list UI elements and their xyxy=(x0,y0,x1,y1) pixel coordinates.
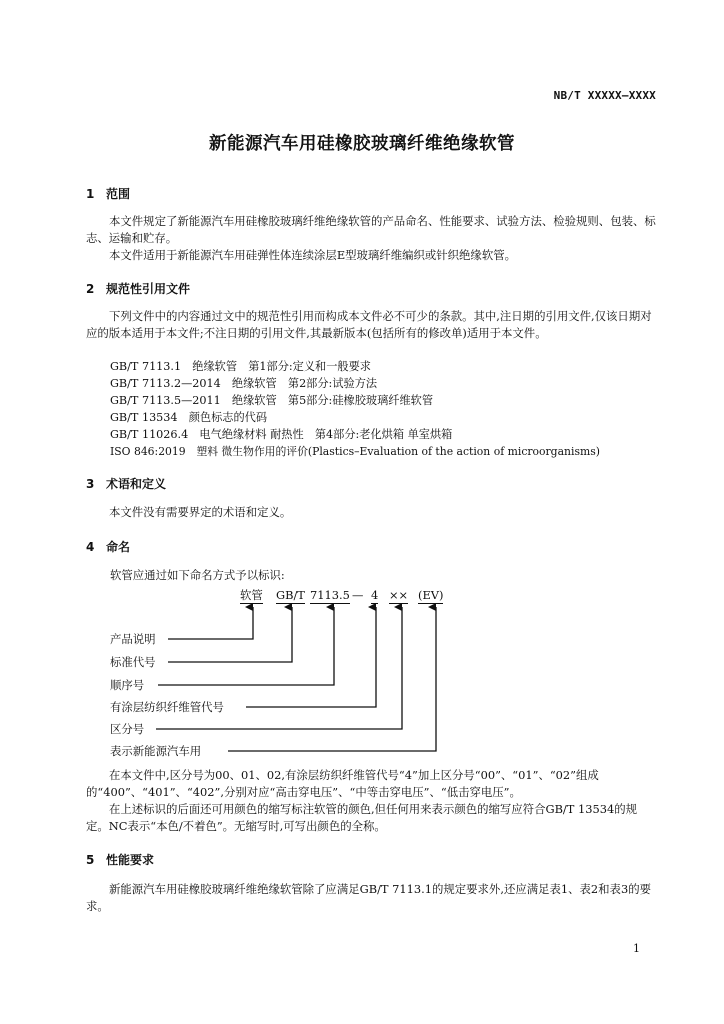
designation-part-sequence: 7113.5 xyxy=(310,588,350,602)
section-title: 术语和定义 xyxy=(106,477,167,491)
naming-intro: 软管应通过如下命名方式予以标识: xyxy=(110,568,285,582)
label-sequence-number: 顺序号 xyxy=(110,678,145,692)
section-number: 5 xyxy=(86,853,95,867)
label-new-energy-vehicle: 表示新能源汽车用 xyxy=(110,744,202,758)
label-product-description: 产品说明 xyxy=(110,632,156,646)
reference-item: GB/T 7113.1 绝缘软管 第1部分:定义和一般要求 xyxy=(110,360,371,373)
designation-part-ev: (EV) xyxy=(418,588,444,602)
performance-paragraph: 新能源汽车用硅橡胶玻璃纤维绝缘软管除了应满足GB/T 7113.1的规定要求外,还应满足表1、表2和表3的要求。 xyxy=(86,882,651,913)
designation-part-dash: — xyxy=(352,588,364,602)
designation-part-coated-code: 4 xyxy=(371,588,379,602)
section-title: 规范性引用文件 xyxy=(106,282,191,296)
scope-paragraph-1: 本文件规定了新能源汽车用硅橡胶玻璃纤维绝缘软管的产品命名、性能要求、试验方法、检验规则、包装、标志、运输和贮存。 xyxy=(86,214,656,245)
designation-part-class-number: ×× xyxy=(389,588,409,602)
connector-line-class-number xyxy=(156,607,402,729)
label-standard-code: 标准代号 xyxy=(110,655,156,669)
designation-part-standard: GB/T xyxy=(276,588,305,602)
scope-paragraph-2: 本文件适用于新能源汽车用硅弹性体连续涂层E型玻璃纤维编织或针织绝缘软管。 xyxy=(109,248,516,262)
page-number: 1 xyxy=(633,942,640,955)
label-class-number: 区分号 xyxy=(110,722,145,736)
connector-line-standard xyxy=(168,607,292,662)
document-code: NB/T XXXXX—XXXX xyxy=(553,89,656,102)
normative-intro-paragraph: 下列文件中的内容通过文中的规范性引用而构成本文件必不可少的条款。其中,注日期的引用文件,仅该日期对应的版本适用于本文件;不注日期的引用文件,其最新版本(包括所有的修改单)适用于本文件。 xyxy=(86,309,652,340)
section-title: 范围 xyxy=(106,187,131,201)
connector-line-sequence xyxy=(158,607,334,685)
terms-paragraph: 本文件没有需要界定的术语和定义。 xyxy=(109,505,292,519)
reference-item: ISO 846:2019 塑料 微生物作用的评价(Plastics–Evaluation of the action of microorganisms) xyxy=(110,445,600,458)
connector-line-product xyxy=(168,607,253,639)
naming-paragraph-1: 在本文件中,区分号为00、01、02,有涂层纺织纤维管代号“4”加上区分号“00”、“01”、“02”组成的“400”、“401”、“402”,分别对应“高击穿电压”、“中等击穿电压”、“低击穿电压”。 xyxy=(86,768,599,799)
designation-part-product: 软管 xyxy=(240,588,263,602)
reference-item: GB/T 13534 颜色标志的代码 xyxy=(110,411,268,424)
document-title: 新能源汽车用硅橡胶玻璃纤维绝缘软管 xyxy=(209,134,515,154)
label-coated-sleeving-code: 有涂层纺织纤维管代号 xyxy=(110,700,224,714)
connector-line-coated-code xyxy=(246,607,376,707)
reference-item: GB/T 7113.5—2011 绝缘软管 第5部分:硅橡胶玻璃纤维软管 xyxy=(110,394,434,407)
naming-paragraph-2: 在上述标识的后面还可用颜色的缩写标注软管的颜色,但任何用来表示颜色的缩写应符合GB/T 13534的规定。NC表示“本色/不着色”。无缩写时,可写出颜色的全称。 xyxy=(86,802,638,833)
reference-item: GB/T 11026.4 电气绝缘材料 耐热性 第4部分:老化烘箱 单室烘箱 xyxy=(110,428,453,441)
section-title: 性能要求 xyxy=(106,853,155,867)
reference-item: GB/T 7113.2—2014 绝缘软管 第2部分:试验方法 xyxy=(110,377,378,390)
section-number: 4 xyxy=(86,540,95,554)
section-heading-performance xyxy=(86,851,154,868)
section-title: 命名 xyxy=(106,540,131,554)
section-number: 3 xyxy=(86,477,95,491)
section-number: 1 xyxy=(86,187,95,201)
section-number: 2 xyxy=(86,282,95,296)
